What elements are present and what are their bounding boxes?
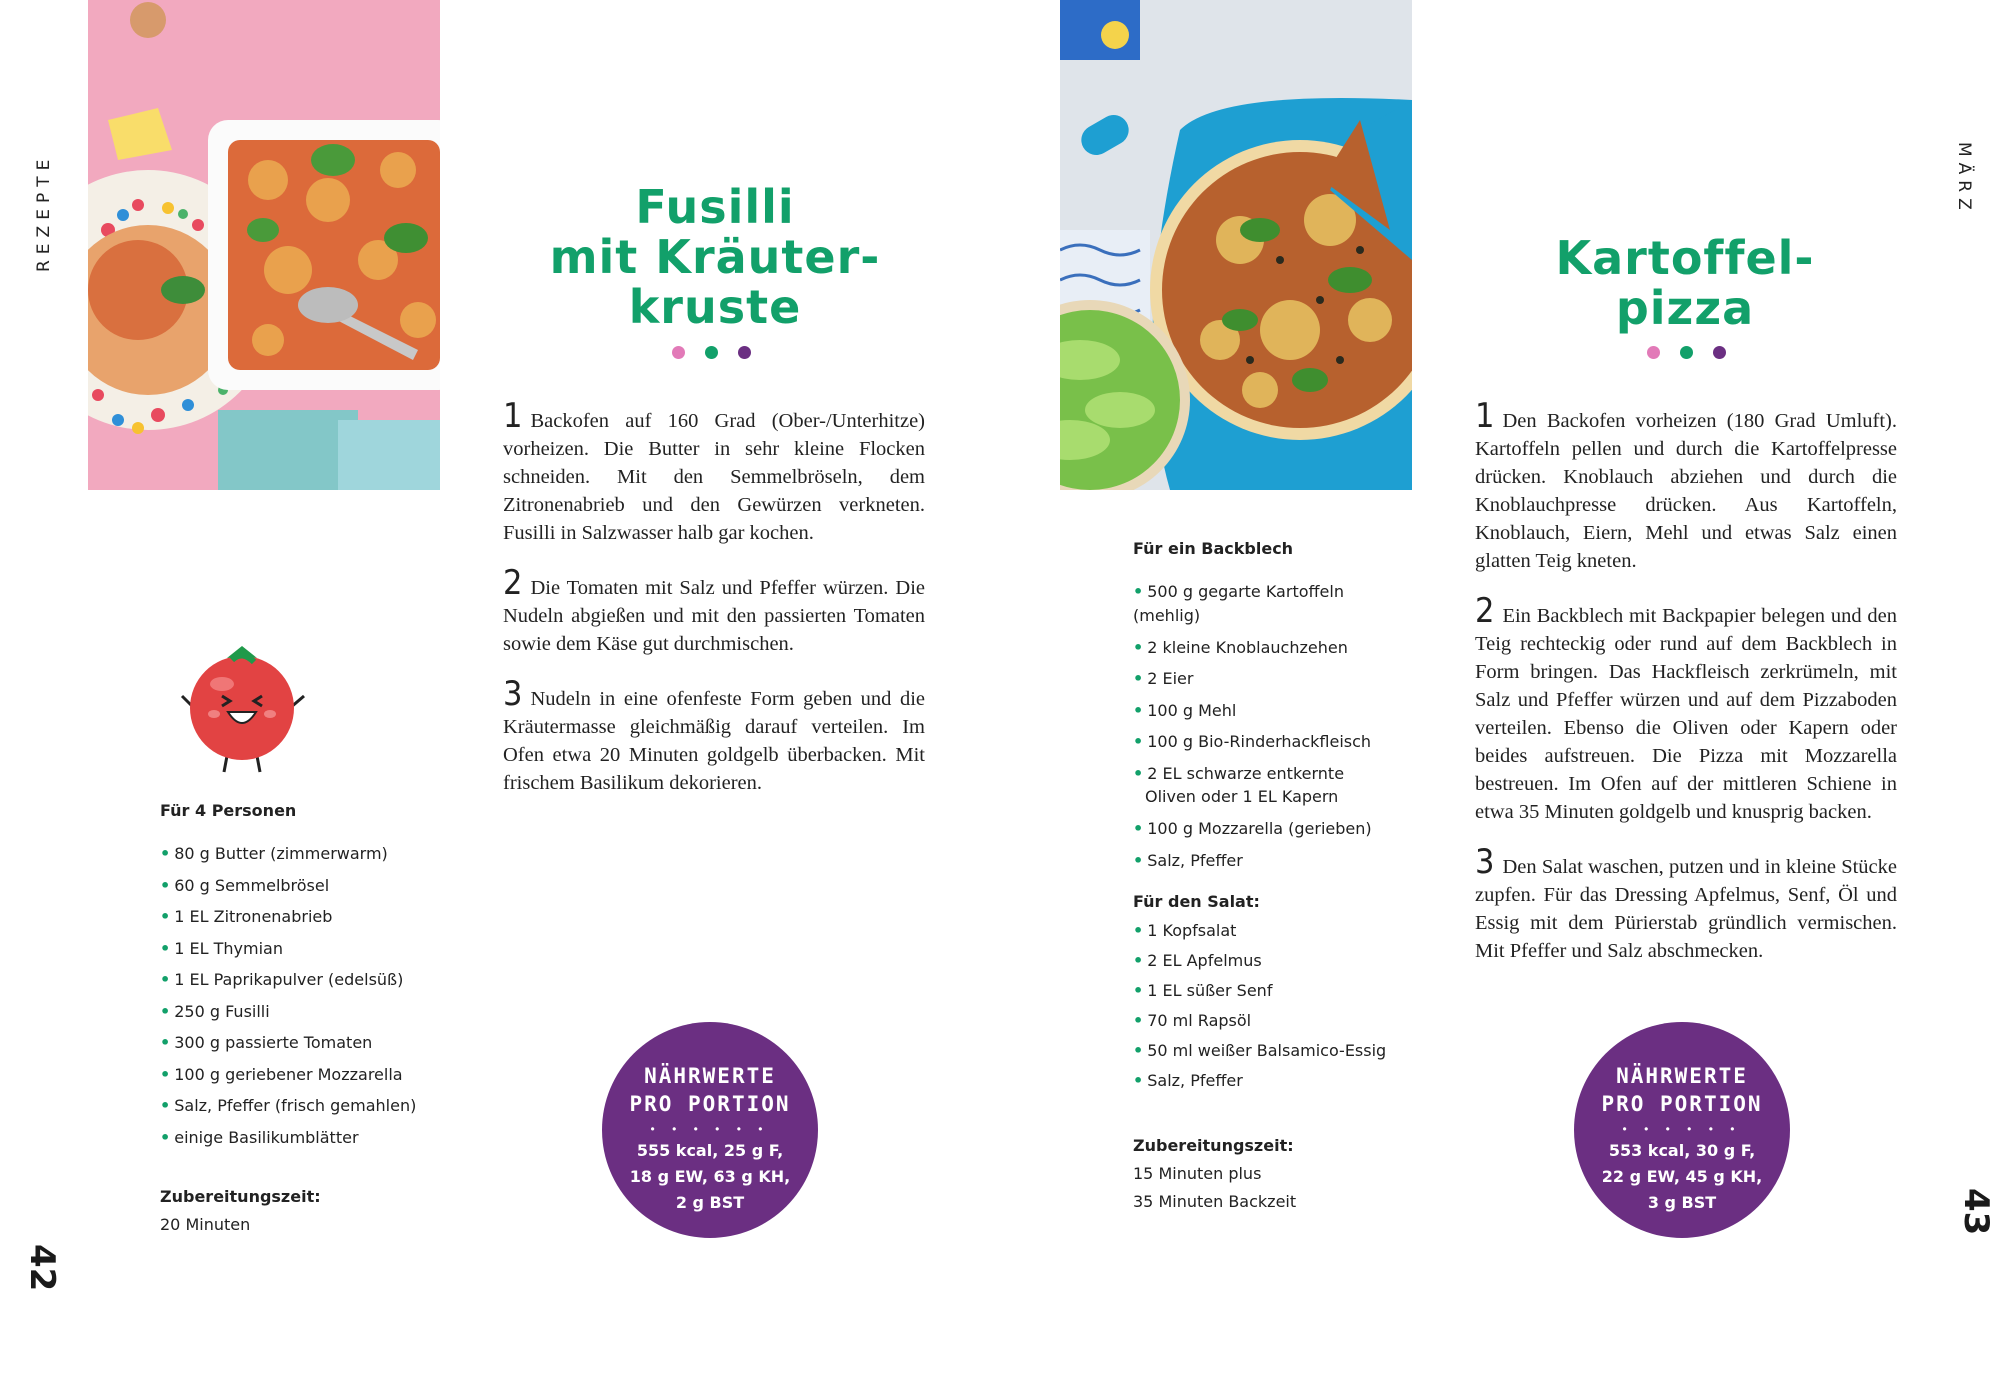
ingredient-item: • 80 g Butter (zimmerwarm) (160, 844, 388, 863)
prep-time-value: 20 Minuten (160, 1215, 251, 1234)
photo-fusilli-bake (88, 0, 440, 490)
step-text: Ein Backblech mit Backpapier belegen und den Teig rechteckig oder rund auf dem Backblech in Form bringen. Das Hackfleisch zerkrümeln, mit Salz und Pfeffer würzen und auf dem Pizzaboden verteilen. Ebenso die Oliven oder Kapern oder beides aufstreuen. Die Pizza mit Mozzarella bestreuen. Im Ofen auf der mittleren Schiene in etwa 35 Minuten goldgelb und knusprig backen. (1475, 605, 1897, 823)
ingredient-item: • 1 EL Zitronenabrieb (160, 907, 333, 926)
ingredient-text: 2 Eier (1147, 669, 1194, 688)
ingredients-left (160, 801, 460, 1239)
ingredient-item: • 60 g Semmelbrösel (160, 875, 330, 895)
ingredient-text: 1 EL süßer Senf (1147, 981, 1273, 1000)
ingredient-text: 1 EL Zitronenabrieb (174, 907, 333, 926)
decor-dots-left (672, 346, 751, 359)
ingredient-item: • 100 g geriebener Mozzarella (160, 1064, 403, 1084)
instruction-step (503, 396, 925, 547)
page-number-left: 42 (22, 1244, 62, 1292)
ingredient-item: • 1 EL Paprikapulver (edelsüß) (160, 970, 404, 989)
ingredient-text: 100 g Mozzarella (gerieben) (1147, 819, 1372, 838)
dot-pink (672, 346, 685, 359)
ingredient-item: • 2 EL schwarze entkernte Oliven oder 1 EL Kapern (1133, 758, 1453, 810)
title-line: kruste (628, 280, 802, 334)
step-number: 2 (1475, 591, 1495, 631)
tomato-mascot-icon (172, 636, 312, 776)
ingredient-text: 70 ml Rapsöl (1147, 1011, 1252, 1030)
dot-pink (1647, 346, 1660, 359)
instructions-right (1475, 396, 1897, 991)
ingredient-item: • einige Basilikumblätter (160, 1127, 359, 1147)
ingredient-item: • 1 Kopfsalat (1133, 921, 1237, 940)
nutrition-dots: • • • • • • (650, 1122, 770, 1136)
section-label-rezepte: REZEPTE (34, 153, 54, 272)
step-text: Den Backofen vorheizen (180 Grad Umluft). Kartoffeln pellen und durch die Kartoffelpresse drücken. Knoblauch abziehen und durch die Knoblauchpresse drücken. Aus Kartoffeln, Knoblauch, Eiern, Mehl und etwas Salz einen glatten Teig kneten. (1475, 410, 1897, 572)
salad-heading: Für den Salat: (1133, 892, 1260, 911)
ingredient-text: 100 g Bio-Rinderhackfleisch (1147, 732, 1372, 751)
ingredient-item: • 1 EL süßer Senf (1133, 981, 1273, 1000)
prep-time-label: Zubereitungszeit: (160, 1187, 321, 1206)
ingredient-text: 1 Kopfsalat (1147, 921, 1237, 940)
ingredient-item: • 2 Eier (1133, 669, 1194, 688)
dot-purple (1713, 346, 1726, 359)
ingredient-item: • 2 kleine Knoblauchzehen (1133, 637, 1348, 657)
nutrition-dots: • • • • • • (1622, 1122, 1742, 1136)
ingredient-text: 60 g Semmelbrösel (174, 875, 330, 895)
nutrition-values: 553 kcal, 30 g F, 22 g EW, 45 g KH, 3 g BST (1601, 1141, 1763, 1212)
step-number: 2 (503, 563, 523, 603)
ingredient-item: • 100 g Mozzarella (gerieben) (1133, 819, 1372, 838)
instruction-step (1475, 591, 1897, 826)
ingredient-text: 50 ml weißer Balsamico-Essig (1147, 1041, 1387, 1060)
ingredient-item: • 70 ml Rapsöl (1133, 1011, 1252, 1030)
nutrition-title: NÄHRWERTE PRO PORTION (629, 1064, 791, 1116)
salad-ingredient-list (1133, 916, 1453, 1096)
nutrition-values: 555 kcal, 25 g F, 18 g EW, 63 g KH, 2 g BST (629, 1141, 791, 1212)
step-text: Die Tomaten mit Salz und Pfeffer würzen. Die Nudeln abgießen und mit den passierten Tomaten sowie dem Käse gut durchmischen. (503, 577, 925, 655)
ingredient-item: • 100 g Bio-Rinderhackfleisch (1133, 732, 1372, 751)
step-number: 3 (1475, 842, 1495, 882)
ingredient-list (1133, 576, 1453, 876)
nutrition-title: NÄHRWERTE PRO PORTION (1601, 1064, 1763, 1116)
ingredient-text: 2 EL schwarze entkernte (1147, 763, 1345, 783)
ingredient-text: 300 g passierte Tomaten (174, 1033, 373, 1052)
nutrition-badge-right (1574, 1022, 1790, 1238)
ingredient-text: 1 EL Thymian (174, 938, 283, 958)
decor-dots-right (1647, 346, 1726, 359)
ingredient-item: • 250 g Fusilli (160, 1001, 270, 1021)
ingredient-item: • 50 ml weißer Balsamico-Essig (1133, 1041, 1387, 1060)
ingredient-item: • 300 g passierte Tomaten (160, 1033, 373, 1052)
ingredient-item: • Salz, Pfeffer (1133, 850, 1243, 870)
ingredient-list (160, 838, 460, 1153)
ingredient-text: 100 g geriebener Mozzarella (174, 1064, 403, 1084)
nutrition-badge-left (602, 1022, 818, 1238)
title-line: Fusilli (635, 180, 795, 234)
instruction-step (503, 674, 925, 797)
step-number: 3 (503, 674, 523, 714)
ingredient-text: 1 EL Paprikapulver (edelsüß) (174, 970, 404, 989)
ingredient-text: 250 g Fusilli (174, 1001, 270, 1021)
title-line: pizza (1615, 281, 1755, 335)
ingredient-text: 80 g Butter (zimmerwarm) (174, 844, 388, 863)
servings-label: Für ein Backblech (1133, 539, 1294, 558)
ingredient-item: • 100 g Mehl (1133, 700, 1237, 720)
ingredient-item: • Salz, Pfeffer (frisch gemahlen) (160, 1096, 417, 1115)
ingredient-text: 500 g gegarte Kartoffeln (1147, 582, 1344, 601)
step-text: Nudeln in eine ofenfeste Form geben und die Kräutermasse gleichmäßig darauf verteilen. Im Ofen etwa 20 Minuten goldgelb überbacken. Mit frischem Basilikum dekorieren. (503, 688, 925, 794)
ingredient-text: Salz, Pfeffer (1147, 1071, 1243, 1090)
step-number: 1 (503, 396, 523, 436)
ingredient-item: • 2 EL Apfelmus (1133, 951, 1262, 970)
instruction-step (1475, 842, 1897, 965)
ingredients-right (1133, 539, 1453, 1216)
dot-green (1680, 346, 1693, 359)
instructions-left (503, 396, 925, 823)
prep-time-value: 35 Minuten Backzeit (1133, 1192, 1297, 1211)
prep-time-value: 15 Minuten plus (1133, 1164, 1262, 1183)
title-line: mit Kräuter- (549, 230, 881, 284)
step-text: Backofen auf 160 Grad (Ober-/Unterhitze) vorheizen. Die Butter in sehr kleine Flocken schneiden. Mit den Semmelbröseln, dem Zitronenabrieb und den Gewürzen verkneten. Fusilli in Salzwasser halb gar kochen. (503, 410, 925, 544)
ingredient-text: einige Basilikumblätter (174, 1127, 359, 1147)
title-line: Kartoffel- (1555, 231, 1815, 285)
ingredient-item: • 1 EL Thymian (160, 938, 283, 958)
ingredient-text-continued: (mehlig) (1133, 605, 1201, 625)
dot-green (705, 346, 718, 359)
photo-potato-pizza (1060, 0, 1412, 490)
recipe-title-kartoffelpizza (1450, 233, 1920, 333)
step-number: 1 (1475, 396, 1495, 436)
instruction-step (1475, 396, 1897, 575)
ingredient-item: • Salz, Pfeffer (1133, 1071, 1243, 1090)
page-number-right: 43 (1956, 1188, 1996, 1236)
dot-purple (738, 346, 751, 359)
ingredient-text: 100 g Mehl (1147, 700, 1237, 720)
ingredient-text: Salz, Pfeffer (frisch gemahlen) (174, 1096, 417, 1115)
ingredient-text: 2 kleine Knoblauchzehen (1147, 637, 1348, 657)
ingredient-text-continued: Oliven oder 1 EL Kapern (1145, 787, 1339, 806)
step-text: Den Salat waschen, putzen und in kleine Stücke zupfen. Für das Dressing Apfelmus, Senf, Öl und Essig mit dem Pürierstab gründlich vermischen. Mit Pfeffer und Salz abschmecken. (1475, 856, 1897, 962)
recipe-title-fusilli (480, 182, 950, 332)
ingredient-text: Salz, Pfeffer (1147, 850, 1243, 870)
ingredient-text: 2 EL Apfelmus (1147, 951, 1262, 970)
ingredient-item: • 500 g gegarte Kartoffeln (mehlig) (1133, 576, 1453, 628)
instruction-step (503, 563, 925, 658)
servings-label: Für 4 Personen (160, 801, 297, 820)
section-label-maerz: MÄRZ (1954, 142, 1974, 216)
prep-time-label: Zubereitungszeit: (1133, 1136, 1294, 1155)
